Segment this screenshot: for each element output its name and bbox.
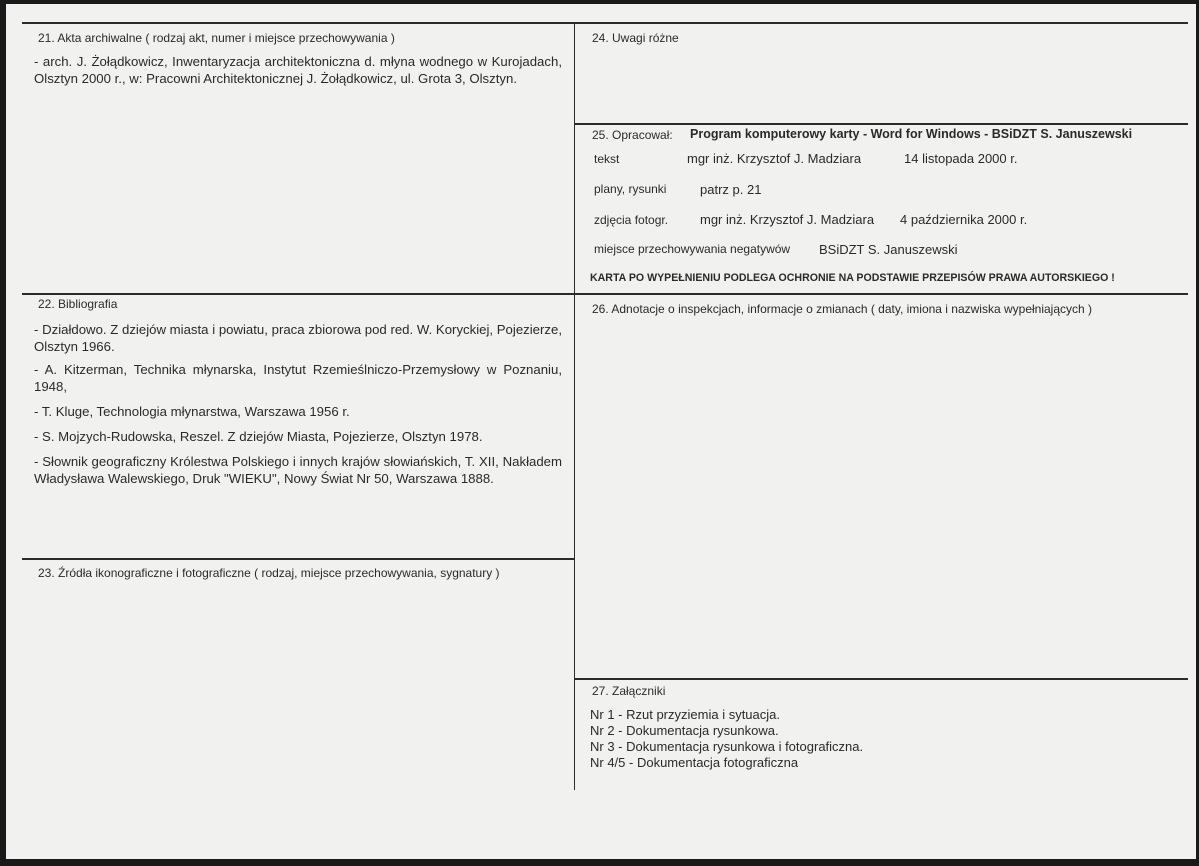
tekst-date: 14 listopada 2000 r. bbox=[904, 151, 1018, 166]
form-sheet bbox=[6, 4, 1196, 859]
attachment-item: Nr 3 - Dokumentacja rysunkowa i fotograficzna. bbox=[590, 739, 864, 754]
center-divider bbox=[574, 22, 575, 790]
top-rule bbox=[22, 22, 1188, 24]
archive-entry: - arch. J. Żołądkowicz, Inwentaryzacja architektoniczna d. młyna wodnego w Kurojadach, Olsztyn 2000 r., w: Pracowni Architektonicznej J. Żołądkowicz, ul. Grota 3, Olsztyn. bbox=[34, 54, 562, 86]
section-24-title: 24. Uwagi różne bbox=[592, 31, 679, 45]
bibliography-item: - T. Kluge, Technologia młynarstwa, Warszawa 1956 r. bbox=[34, 404, 350, 419]
bibliography-item: - Słownik geograficzny Królestwa Polskiego i innych krajów słowiańskich, T. XII, Nakładem Władysława Walewskiego, Druk "WIEKU", Nowy Świat Nr 50, Warszawa 1888. bbox=[34, 454, 562, 486]
tekst-author: mgr inż. Krzysztof J. Madziara bbox=[687, 151, 862, 166]
zdjecia-author: mgr inż. Krzysztof J. Madziara bbox=[700, 212, 875, 227]
zdjecia-label: zdjęcia fotogr. bbox=[594, 213, 669, 227]
bibliography-item: - S. Mojzych-Rudowska, Reszel. Z dziejów Miasta, Pojezierze, Olsztyn 1978. bbox=[34, 429, 483, 444]
copyright-notice: KARTA PO WYPEŁNIENIU PODLEGA OCHRONIE NA PODSTAWIE PRZEPISÓW PRAWA AUTORSKIEGO ! bbox=[590, 272, 1115, 284]
section-25-title: 25. Opracował: bbox=[592, 128, 673, 142]
section-27-title: 27. Załączniki bbox=[592, 684, 666, 698]
section-21-title: 21. Akta archiwalne ( rodzaj akt, numer i miejsce przechowywania ) bbox=[38, 31, 395, 45]
rule-26 bbox=[575, 293, 1188, 295]
attachment-item: Nr 4/5 - Dokumentacja fotograficzna bbox=[590, 755, 799, 770]
section-26-title: 26. Adnotacje o inspekcjach, informacje o zmianach ( daty, imiona i nazwiska wypełniających ) bbox=[592, 302, 1093, 316]
attachment-item: Nr 2 - Dokumentacja rysunkowa. bbox=[590, 723, 779, 738]
plany-label: plany, rysunki bbox=[594, 182, 667, 196]
zdjecia-date: 4 października 2000 r. bbox=[900, 212, 1028, 227]
attachment-item: Nr 1 - Rzut przyziemia i sytuacja. bbox=[590, 707, 780, 722]
plany-value: patrz p. 21 bbox=[700, 182, 762, 197]
section-22-title: 22. Bibliografia bbox=[38, 297, 118, 311]
rule-25 bbox=[575, 123, 1188, 125]
tekst-label: tekst bbox=[594, 152, 620, 166]
negatywy-label: miejsce przechowywania negatywów bbox=[594, 242, 791, 256]
bibliography-item: - Działdowo. Z dziejów miasta i powiatu, praca zbiorowa pod red. W. Koryckiej, Pojezierze, Olsztyn 1966. bbox=[34, 322, 562, 354]
program-info: Program komputerowy karty - Word for Windows - BSiDZT S. Januszewski bbox=[690, 127, 1133, 141]
rule-22 bbox=[22, 293, 574, 295]
bibliography-item: - A. Kitzerman, Technika młynarska, Instytut Rzemieślniczo-Przemysłowy w Poznaniu, 1948, bbox=[34, 362, 562, 394]
negatywy-value: BSiDZT S. Januszewski bbox=[819, 242, 958, 257]
section-23-title: 23. Źródła ikonograficzne i fotograficzne ( rodzaj, miejsce przechowywania, sygnatury ) bbox=[38, 566, 500, 580]
rule-23 bbox=[22, 558, 574, 560]
rule-27 bbox=[575, 678, 1188, 680]
